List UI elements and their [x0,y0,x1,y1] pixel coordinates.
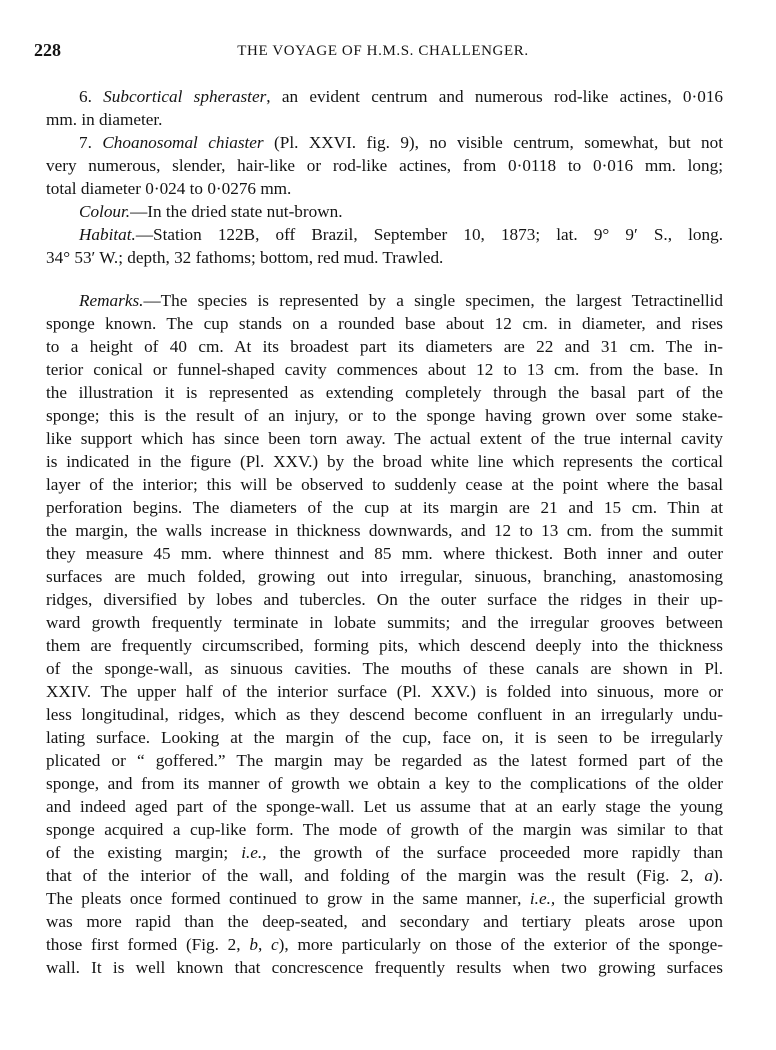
text-run: plicated or “ goffered.” The margin may be regarded as the latest formed part of the [46,751,723,770]
page-number: 228 [34,40,61,60]
text-run: to a height of 40 cm. At its broadest part its diameters are 22 and 31 cm. The in- [46,337,723,356]
text-run: ward growth frequently terminate in lobate summits; and the irregular grooves between [46,613,723,632]
remarks-line [46,335,723,358]
text-run: —In the dried state nut-brown. [130,202,343,221]
italic-text: b [249,935,258,954]
text-run: , [257,935,272,954]
text-run: —Station 122B, off Brazil, September 10, 1873; lat. 9° 9′ S., long. [135,225,723,244]
remarks-line [46,427,723,450]
italic-text: Subcortical spheraster [103,87,267,106]
page-header [34,40,732,64]
body-text [46,85,723,979]
remarks-paragraph [46,289,723,979]
text-run: of the existing margin; [46,843,242,862]
paragraph-gap [46,269,723,289]
text-run: (Pl. XXVI. fig. 9), no visible centrum, somewhat, but not [263,133,724,152]
text-run: mm. in diameter. [46,110,163,129]
remarks-line [46,404,723,427]
italic-text: c [271,935,279,954]
text-run: like support which has since been torn away. The actual extent of the true internal cavity [46,429,723,448]
remarks-line [46,496,723,519]
remarks-line [46,680,723,703]
text-run: sponge, and from its manner of growth we obtain a key to the complications of the older [46,774,723,793]
remarks-line [46,611,723,634]
remarks-line [46,864,723,887]
text-run: them are frequently circumscribed, forming pits, which descend deeply into the thickness [46,636,723,655]
text-run: surfaces are much folded, growing out into irregular, sinuous, branching, anastomosing [46,567,723,586]
text-run: of the sponge-wall, as sinuous cavities. The mouths of these canals are shown in Pl. [46,659,723,678]
remarks-line [46,312,723,335]
text-run: is indicated in the figure (Pl. XXV.) by the broad white line which represents the cortical [46,452,723,471]
remarks-line [46,588,723,611]
remarks-line [46,381,723,404]
text-run: very numerous, slender, hair-like or rod-like actines, from 0·0118 to 0·016 mm. long; [46,156,723,175]
text-run: and indeed aged part of the sponge-wall. Let us assume that at an early stage the young [46,797,723,816]
remarks-line [46,289,723,312]
item-line [46,223,723,246]
remarks-line [46,634,723,657]
remarks-line [46,887,723,910]
text-run: less longitudinal, ridges, which as they descend become confluent in an irregularly undu- [46,705,723,724]
remarks-line [46,358,723,381]
text-run: the illustration it is represented as extending completely through the basal part of the [46,383,723,402]
text-run: that of the interior of the wall, and folding of the margin was the result (Fig. 2, [46,866,705,885]
text-run: lating surface. Looking at the margin of the cup, face on, it is seen to be irregularly [46,728,723,747]
text-run: they measure 45 mm. where thinnest and 85 mm. where thickest. Both inner and outer [46,544,723,563]
remarks-line [46,519,723,542]
item-line [46,131,723,154]
item-line [46,154,723,177]
text-run: terior conical or funnel-shaped cavity commences about 12 to 13 cm. from the base. In [46,360,723,379]
spicule-list [46,85,723,269]
italic-text: Colour. [79,202,131,221]
italic-text: Choanosomal chiaster [102,133,264,152]
remarks-line [46,933,723,956]
text-run: the growth of the surface proceeded more rapidly than [266,843,724,862]
text-run: 7. [79,133,103,152]
item-line [46,246,723,269]
text-run: —The species is represented by a single specimen, the largest Tetractinellid [143,291,723,310]
text-run: sponge; this is the result of an injury, or to the sponge having grown over some stake- [46,406,723,425]
italic-text: i.e., [241,843,267,862]
text-run: The pleats once formed continued to grow in the same manner, [46,889,530,908]
item-line [46,85,723,108]
remarks-line [46,818,723,841]
item-line [46,108,723,131]
remarks-line [46,703,723,726]
text-run: the superficial growth [555,889,723,908]
remarks-line [46,795,723,818]
text-run: , an evident centrum and numerous rod-like actines, 0·016 [266,87,724,106]
remarks-line [46,565,723,588]
italic-text: Habitat. [79,225,136,244]
remarks-line [46,657,723,680]
remarks-line [46,910,723,933]
remarks-line [46,726,723,749]
running-title: THE VOYAGE OF H.M.S. CHALLENGER. [237,43,529,59]
text-run: 6. [79,87,104,106]
text-run: layer of the interior; this will be observed to suddenly cease at the point where the basal [46,475,723,494]
text-run: sponge known. The cup stands on a rounded base about 12 cm. in diameter, and rises [46,314,723,333]
text-run: ), more particularly on those of the exterior of the sponge- [278,935,723,954]
text-run: 34° 53′ W.; depth, 32 fathoms; bottom, red mud. Trawled. [46,248,444,267]
text-run: wall. It is well known that concrescence frequently results when two growing surfaces [46,958,723,977]
text-run: those first formed (Fig. 2, [46,935,250,954]
text-run: XXIV. The upper half of the interior surface (Pl. XXV.) is folded into sinuous, more or [46,682,723,701]
remarks-line [46,542,723,565]
remarks-line [46,841,723,864]
remarks-line [46,956,723,979]
text-run: sponge acquired a cup-like form. The mode of growth of the margin was similar to that [46,820,723,839]
remarks-line [46,772,723,795]
text-run: was more rapid than the deep-seated, and secondary and tertiary pleats arose upon [46,912,723,931]
italic-text: i.e., [529,889,556,908]
italic-text: Remarks. [79,291,144,310]
text-run: perforation begins. The diameters of the cup at its margin are 21 and 15 cm. Thin at [46,498,723,517]
item-line [46,177,723,200]
remarks-line [46,749,723,772]
item-line [46,200,723,223]
remarks-line [46,473,723,496]
text-run: total diameter 0·024 to 0·0276 mm. [46,179,292,198]
remarks-line [46,450,723,473]
text-run: ridges, diversified by lobes and tubercles. On the outer surface the ridges in their up- [46,590,723,609]
text-run: the margin, the walls increase in thickness downwards, and 12 to 13 cm. from the summit [46,521,723,540]
text-run: ). [712,866,723,885]
italic-text: a [704,866,713,885]
